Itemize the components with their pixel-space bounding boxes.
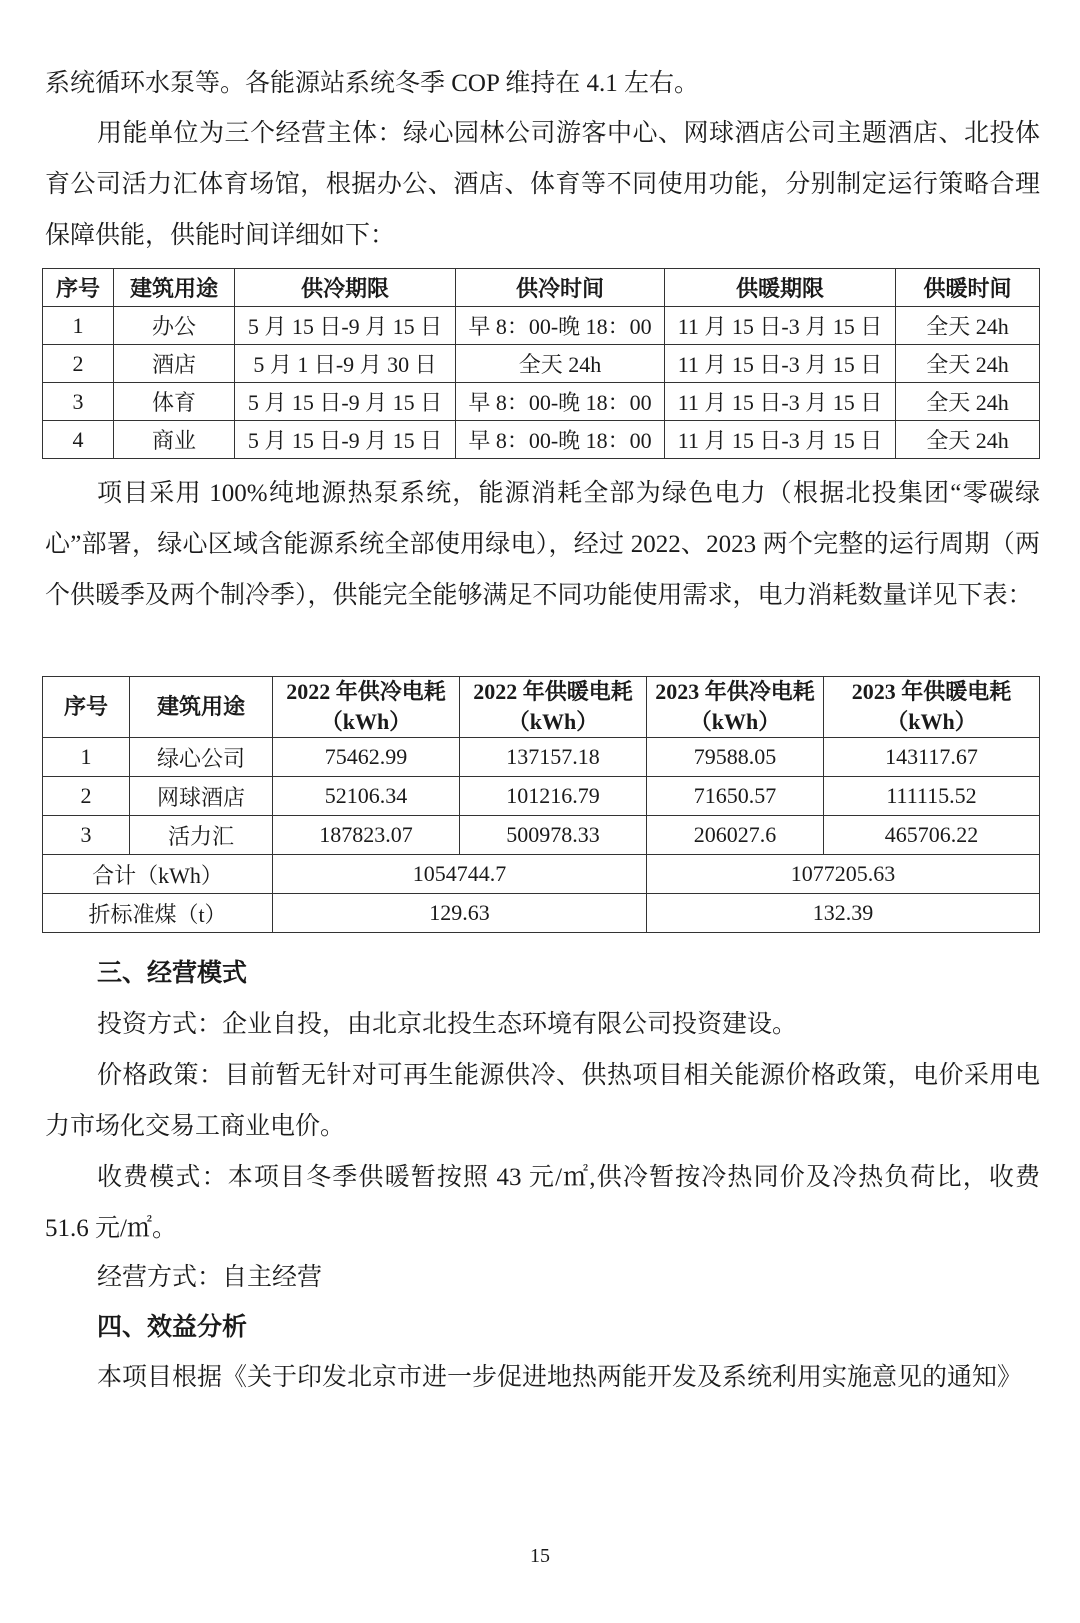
total-2023: 1077205.63 <box>647 855 1040 894</box>
table-cell: 52106.34 <box>273 777 460 816</box>
table-cell: 绿心公司 <box>130 738 273 777</box>
table-cell: 早 8：00-晚 18：00 <box>456 307 665 345</box>
table-cell: 活力汇 <box>130 816 273 855</box>
table-cell: 206027.6 <box>647 816 824 855</box>
header-cell: 建筑用途 <box>130 677 273 738</box>
coal-label: 折标准煤（t） <box>43 894 273 933</box>
total-2022: 1054744.7 <box>273 855 647 894</box>
table-row <box>43 816 1040 855</box>
paragraph-cop: 系统循环水泵等。各能源站系统冬季 COP 维持在 4.1 左右。 <box>45 70 699 97</box>
table-cell: 465706.22 <box>824 816 1040 855</box>
header-cell <box>647 677 824 738</box>
paragraph-benefit: 本项目根据《关于印发北京市进一步促进地热两能开发及系统利用实施意见的通知》 <box>97 1364 1023 1391</box>
table-header-row <box>43 269 1040 307</box>
header-label: 2023 年供暖电耗 <box>851 679 1012 704</box>
paragraph-investment: 投资方式：企业自投，由北京北投生态环境有限公司投资建设。 <box>97 1011 798 1038</box>
table-cell: 体育 <box>114 383 235 421</box>
header-cell <box>460 677 647 738</box>
table-cell: 早 8：00-晚 18：00 <box>456 383 665 421</box>
unit-label: （kWh） <box>689 709 781 734</box>
supply-schedule-table <box>42 268 1040 459</box>
table-cell: 11 月 15 日-3 月 15 日 <box>665 345 896 383</box>
table-cell: 187823.07 <box>273 816 460 855</box>
table-cell: 1 <box>43 738 130 777</box>
table-cell: 500978.33 <box>460 816 647 855</box>
table-cell: 3 <box>43 816 130 855</box>
header-cell: 供冷期限 <box>235 269 456 307</box>
header-cell: 供暖期限 <box>665 269 896 307</box>
header-cell: 供暖时间 <box>896 269 1040 307</box>
table-cell: 办公 <box>114 307 235 345</box>
table-cell: 早 8：00-晚 18：00 <box>456 421 665 459</box>
table-cell: 全天 24h <box>456 345 665 383</box>
table-cell: 酒店 <box>114 345 235 383</box>
unit-label: （kWh） <box>507 709 599 734</box>
table-row <box>43 777 1040 816</box>
header-cell: 供冷时间 <box>456 269 665 307</box>
header-cell <box>824 677 1040 738</box>
paragraph-operation: 经营方式：自主经营 <box>97 1264 323 1291</box>
table-cell: 2 <box>43 345 114 383</box>
table-cell: 11 月 15 日-3 月 15 日 <box>665 307 896 345</box>
table-cell: 商业 <box>114 421 235 459</box>
header-label: 2023 年供冷电耗 <box>655 679 815 704</box>
table-row <box>43 383 1040 421</box>
table-cell: 111115.52 <box>824 777 1040 816</box>
table-cell: 5 月 15 日-9 月 15 日 <box>235 307 456 345</box>
table-cell: 101216.79 <box>460 777 647 816</box>
unit-label: （kWh） <box>886 709 977 734</box>
table-cell: 79588.05 <box>647 738 824 777</box>
table-cell: 全天 24h <box>896 307 1040 345</box>
table-cell: 2 <box>43 777 130 816</box>
total-label: 合计（kWh） <box>43 855 273 894</box>
table-row <box>43 345 1040 383</box>
table-cell: 全天 24h <box>896 383 1040 421</box>
header-cell: 序号 <box>43 677 130 738</box>
table-cell: 11 月 15 日-3 月 15 日 <box>665 383 896 421</box>
table-header-row <box>43 677 1040 738</box>
table-cell: 71650.57 <box>647 777 824 816</box>
table-cell: 1 <box>43 307 114 345</box>
page-number: 15 <box>530 1545 550 1567</box>
table-cell: 4 <box>43 421 114 459</box>
unit-label: （kWh） <box>320 709 412 734</box>
table-cell: 全天 24h <box>896 421 1040 459</box>
header-label: 2022 年供冷电耗 <box>286 679 446 704</box>
header-cell <box>273 677 460 738</box>
paragraph-fee-mode: 收费模式：本项目冬季供暖暂按照 43 元/㎡,供冷暂按冷热同价及冷热负荷比，收费 51.6 元/㎡。 <box>45 1164 1040 1242</box>
header-label: 2022 年供暖电耗 <box>473 679 633 704</box>
table-cell: 143117.67 <box>824 738 1040 777</box>
section-heading-benefit-analysis: 四、效益分析 <box>97 1314 248 1341</box>
paragraph-energy-users: 用能单位为三个经营主体：绿心园林公司游客中心、网球酒店公司主题酒店、北投体育公司活力汇体育场馆，根据办公、酒店、体育等不同使用功能，分别制定运行策略合理保障供能，供能时间详细如下： <box>45 120 1040 249</box>
table-cell: 5 月 15 日-9 月 15 日 <box>235 421 456 459</box>
header-cell: 建筑用途 <box>114 269 235 307</box>
table-cell: 网球酒店 <box>130 777 273 816</box>
coal-2022: 129.63 <box>273 894 647 933</box>
power-consumption-table <box>42 676 1040 933</box>
table-cell: 137157.18 <box>460 738 647 777</box>
coal-2023: 132.39 <box>647 894 1040 933</box>
table-row <box>43 421 1040 459</box>
paragraph-ground-source: 项目采用 100%纯地源热泵系统，能源消耗全部为绿色电力（根据北投集团“零碳绿心”部署，绿心区域含能源系统全部使用绿电），经过 2022、2023 两个完整的运行周期（两个供暖季及两个制冷季），供能完全能够满足不同功能使用需求，电力消耗数量详见下表： <box>45 480 1040 609</box>
section-heading-business-model: 三、经营模式 <box>97 960 248 987</box>
paragraph-price-policy: 价格政策：目前暂无针对可再生能源供冷、供热项目相关能源价格政策，电价采用电力市场化交易工商业电价。 <box>45 1062 1040 1140</box>
table-cell: 11 月 15 日-3 月 15 日 <box>665 421 896 459</box>
table-cell: 75462.99 <box>273 738 460 777</box>
total-row <box>43 855 1040 894</box>
table-cell: 5 月 1 日-9 月 30 日 <box>235 345 456 383</box>
table-cell: 3 <box>43 383 114 421</box>
table-row <box>43 738 1040 777</box>
table-cell: 5 月 15 日-9 月 15 日 <box>235 383 456 421</box>
header-cell: 序号 <box>43 269 114 307</box>
table-row <box>43 307 1040 345</box>
coal-row <box>43 894 1040 933</box>
table-cell: 全天 24h <box>896 345 1040 383</box>
